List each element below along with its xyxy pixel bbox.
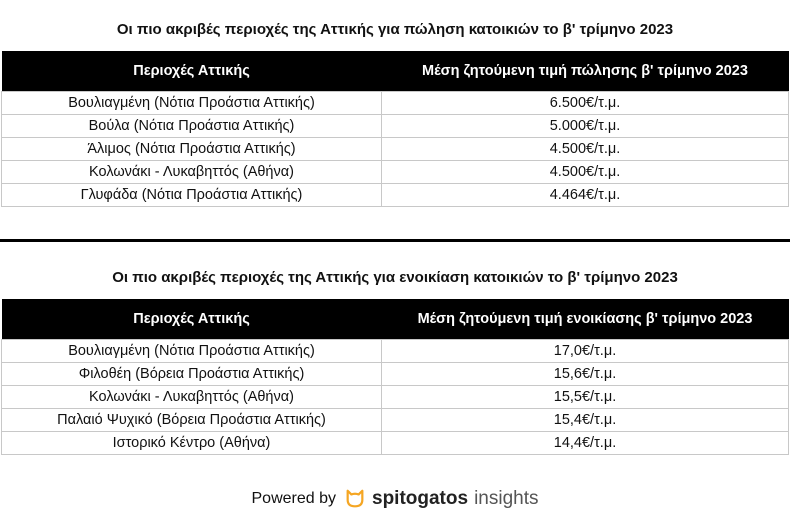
cat-logo-icon (344, 488, 366, 510)
price-cell: 15,4€/τ.μ. (382, 409, 789, 432)
table-header-row (2, 51, 789, 92)
brand-suffix: insights (474, 488, 539, 509)
area-cell: Κολωνάκι - Λυκαβηττός (Αθήνα) (2, 161, 382, 184)
brand-logo (344, 488, 538, 510)
price-cell: 14,4€/τ.μ. (382, 432, 789, 455)
rentals-section (0, 267, 790, 455)
area-cell: Ιστορικό Κέντρο (Αθήνα) (2, 432, 382, 455)
area-cell: Φιλοθέη (Βόρεια Προάστια Αττικής) (2, 363, 382, 386)
brand-name: spitogatos (372, 488, 469, 509)
sales-table-title: Οι πιο ακριβές περιοχές της Αττικής για πώληση κατοικιών το β' τρίμηνο 2023 (116, 21, 674, 38)
table-row (2, 386, 789, 409)
table-row (2, 184, 789, 207)
price-cell: 6.500€/τ.μ. (382, 92, 789, 115)
table-row (2, 409, 789, 432)
table-row (2, 432, 789, 455)
section-divider (0, 239, 790, 242)
area-cell: Κολωνάκι - Λυκαβηττός (Αθήνα) (2, 386, 382, 409)
table-row (2, 161, 789, 184)
price-cell: 4.500€/τ.μ. (382, 161, 789, 184)
area-cell: Γλυφάδα (Νότια Προάστια Αττικής) (2, 184, 382, 207)
price-cell: 4.464€/τ.μ. (382, 184, 789, 207)
area-cell: Βουλιαγμένη (Νότια Προάστια Αττικής) (2, 340, 382, 363)
price-cell: 4.500€/τ.μ. (382, 138, 789, 161)
column-header-area: Περιοχές Αττικής (2, 299, 382, 340)
table-row (2, 138, 789, 161)
area-cell: Άλιμος (Νότια Προάστια Αττικής) (2, 138, 382, 161)
rentals-table (1, 299, 789, 455)
price-cell: 17,0€/τ.μ. (382, 340, 789, 363)
powered-by-label: Powered by (251, 490, 336, 507)
table-row (2, 92, 789, 115)
sales-table (1, 51, 789, 207)
area-cell: Βουλιαγμένη (Νότια Προάστια Αττικής) (2, 92, 382, 115)
rentals-table-title: Οι πιο ακριβές περιοχές της Αττικής για ενοικίαση κατοικιών το β' τρίμηνο 2023 (112, 269, 678, 286)
table-row (2, 340, 789, 363)
area-cell: Παλαιό Ψυχικό (Βόρεια Προάστια Αττικής) (2, 409, 382, 432)
column-header-area: Περιοχές Αττικής (2, 51, 382, 92)
price-cell: 15,5€/τ.μ. (382, 386, 789, 409)
column-header-price: Μέση ζητούμενη τιμή πώλησης β' τρίμηνο 2023 (382, 51, 789, 92)
column-header-price: Μέση ζητούμενη τιμή ενοικίασης β' τρίμηνο 2023 (382, 299, 789, 340)
footer (0, 484, 790, 514)
price-cell: 5.000€/τ.μ. (382, 115, 789, 138)
table-row (2, 363, 789, 386)
price-cell: 15,6€/τ.μ. (382, 363, 789, 386)
sales-section (0, 19, 790, 207)
area-cell: Βούλα (Νότια Προάστια Αττικής) (2, 115, 382, 138)
table-header-row (2, 299, 789, 340)
table-row (2, 115, 789, 138)
